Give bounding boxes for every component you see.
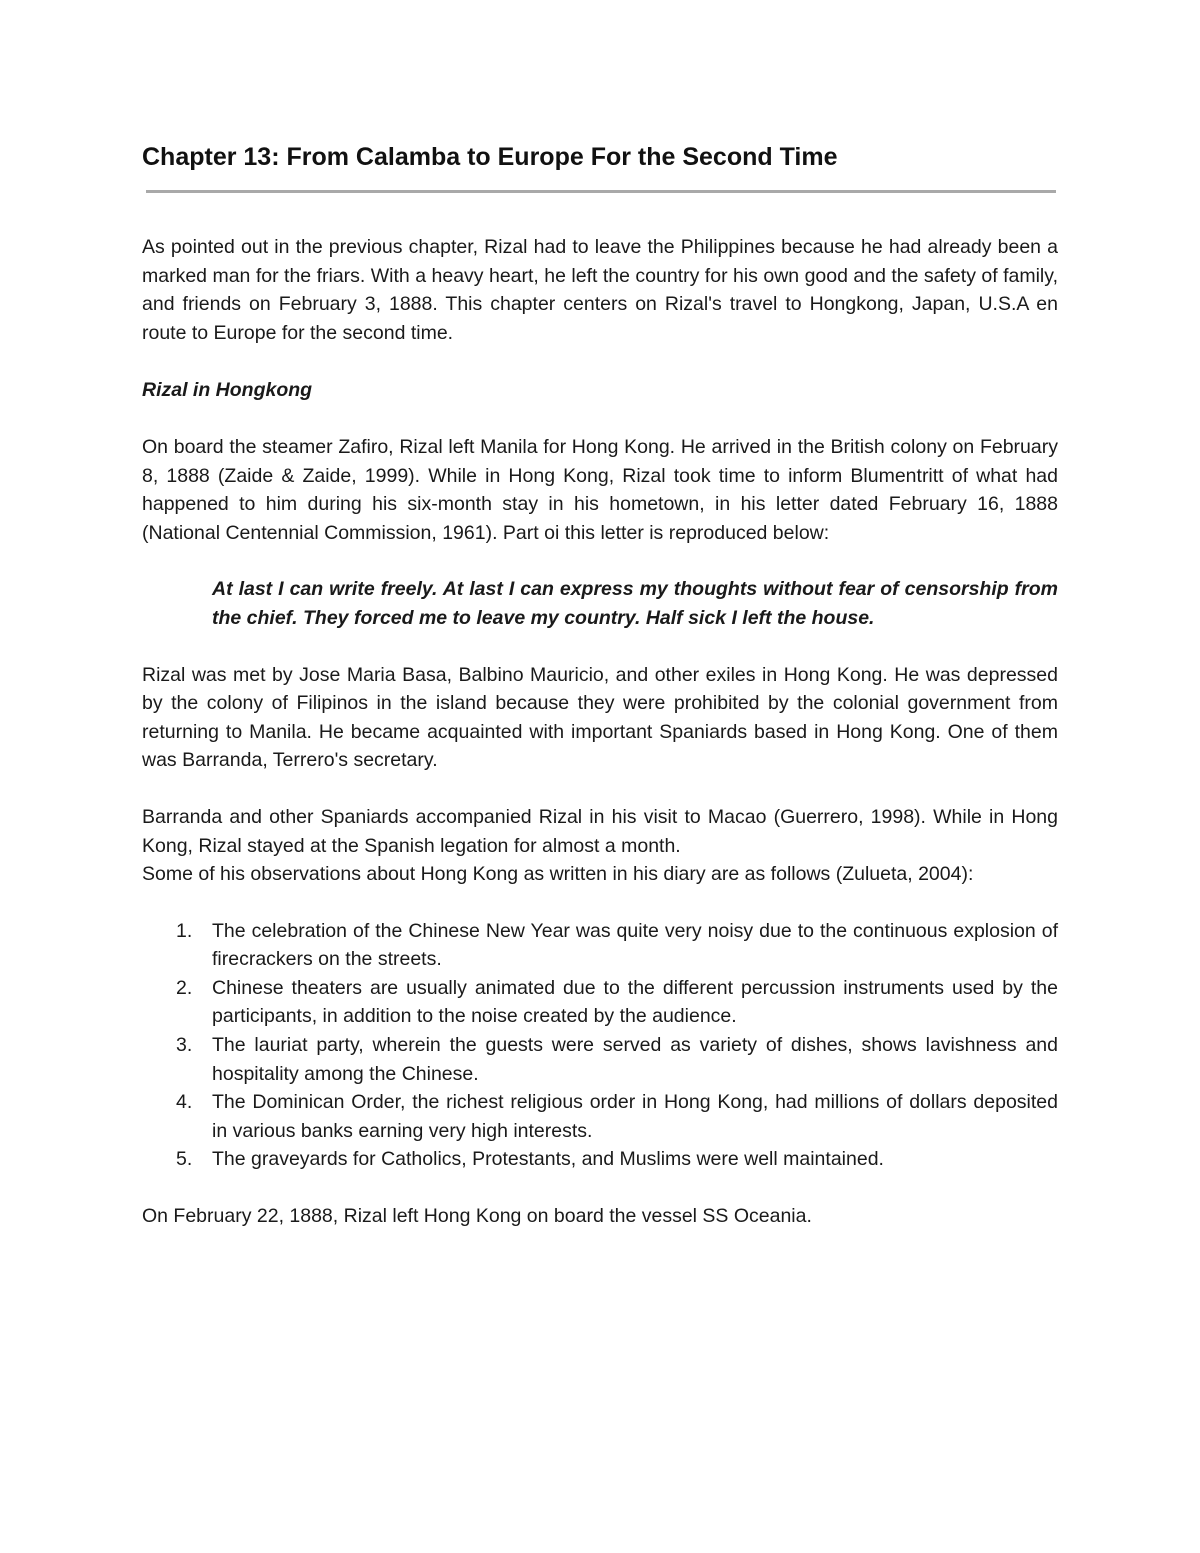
list-item-text: The graveyards for Catholics, Protestants, and Muslims were well maintained. (212, 1148, 884, 1171)
observations-list (142, 917, 1058, 1174)
list-item (142, 974, 1058, 1031)
list-item-text: The celebration of the Chinese New Year was quite very noisy due to the continuous explosion of firecrackers on the streets. (212, 919, 1058, 971)
on-board-paragraph: On board the steamer Zafiro, Rizal left Manila for Hong Kong. He arrived in the British colony on February 8, 1888 (Zaide & Zaide, 1999). While in Hong Kong, Rizal took time to inform Blumentritt of what had happened to him during his six-month stay in his hometown, in his letter dated February 16, 1888 (National Centennial Commission, 1961). Part oi this letter is reproduced below: (142, 435, 1058, 544)
section-heading: Rizal in Hongkong (142, 379, 313, 402)
observations-intro-paragraph: Some of his observations about Hong Kong as written in his diary are as follows (Zulueta, 2004): (142, 863, 974, 886)
list-item-number: 3. (176, 1034, 193, 1057)
list-item (142, 1088, 1058, 1145)
document-page (142, 138, 1058, 1231)
list-item-number: 1. (176, 919, 193, 942)
list-item-number: 4. (176, 1091, 193, 1114)
letter-quote: At last I can write freely. At last I can express my thoughts without fear of censorship from the chief. They forced me to leave my country. Half sick I left the house. (212, 578, 1058, 629)
page-title: Chapter 13: From Calamba to Europe For the Second Time (142, 143, 838, 171)
list-item-number: 5. (176, 1148, 193, 1171)
list-item (142, 1031, 1058, 1088)
list-item-number: 2. (176, 976, 193, 999)
list-item-text: The lauriat party, wherein the guests were served as variety of dishes, shows lavishness and hospitality among the Chinese. (212, 1034, 1058, 1085)
met-paragraph: Rizal was met by Jose Maria Basa, Balbino Mauricio, and other exiles in Hong Kong. He was depressed by the colony of Filipinos in the island because they were prohibited by the colonial government from returning to Manila. He became acquainted with important Spaniards based in Hong Kong. One of them was Barranda, Terrero's secretary. (142, 663, 1058, 772)
barranda-paragraph: Barranda and other Spaniards accompanied Rizal in his visit to Macao (Guerrero, 1998). While in Hong Kong, Rizal stayed at the Spanish legation for almost a month. (142, 805, 1058, 857)
final-paragraph: On February 22, 1888, Rizal left Hong Kong on board the vessel SS Oceania. (142, 1205, 812, 1228)
title-divider (146, 190, 1056, 193)
list-item (142, 1145, 1058, 1174)
list-item-text: The Dominican Order, the richest religious order in Hong Kong, had millions of dollars deposited in various banks earning very high interests. (212, 1091, 1058, 1142)
list-item (142, 917, 1058, 974)
intro-paragraph: As pointed out in the previous chapter, Rizal had to leave the Philippines because he had already been a marked man for the friars. With a heavy heart, he left the country for his own good and the safety of family, and friends on February 3, 1888. This chapter centers on Rizal's travel to Hongkong, Japan, U.S.A en route to Europe for the second time. (142, 236, 1058, 344)
list-item-text: Chinese theaters are usually animated due to the different percussion instruments used by the participants, in addition to the noise created by the audience. (212, 976, 1058, 1028)
